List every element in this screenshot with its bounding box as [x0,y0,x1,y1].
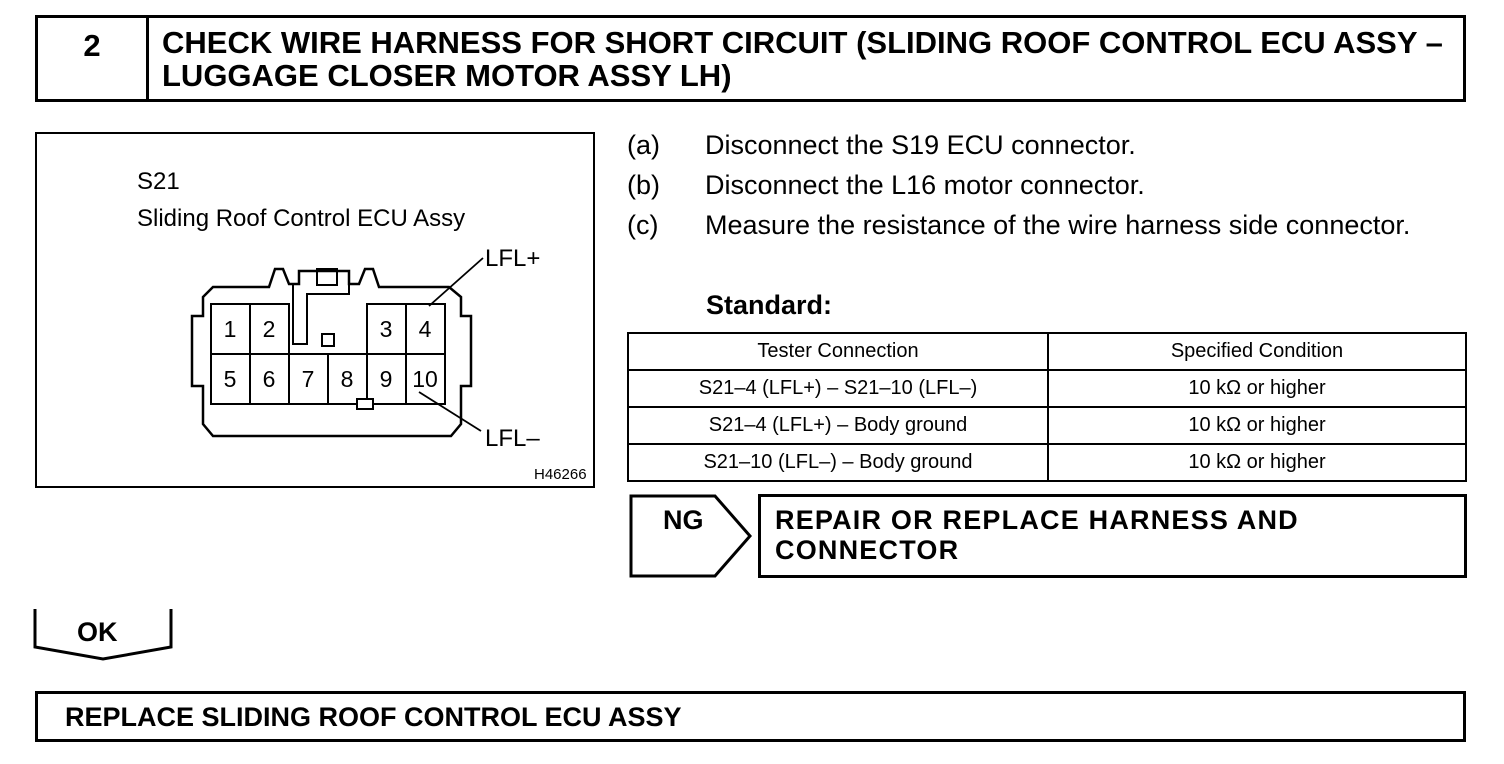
step-number: 2 [38,18,149,99]
step-text: Disconnect the L16 motor connector. [705,170,1145,200]
label-lfl-minus: LFL– [485,425,540,452]
pin-2: 2 [262,316,276,342]
step-header [35,15,1466,102]
table-row [628,407,1466,444]
ng-action-box [758,494,1467,578]
pin-9: 9 [379,366,393,392]
pin-5: 5 [223,366,237,392]
pin-7: 7 [301,366,315,392]
final-action-box [35,691,1466,742]
table-header-row [628,333,1466,370]
leader-line-plus [429,258,483,306]
step-text: Disconnect the S19 ECU connector. [705,130,1136,160]
table-cell: 10 kΩ or higher [1048,407,1466,444]
step-letter: (c) [627,210,659,240]
table-row [628,444,1466,481]
pin-3: 3 [379,316,393,342]
table-header: Tester Connection [628,333,1048,370]
pin-4: 4 [418,316,432,342]
table-cell: S21–10 (LFL–) – Body ground [628,444,1048,481]
pin-8: 8 [340,366,354,392]
pin-1: 1 [223,316,237,342]
step-title: CHECK WIRE HARNESS FOR SHORT CIRCUIT (SLIDING ROOF CONTROL ECU ASSY – LUGGAGE CLOSER MOTOR ASSY LH) [162,25,1443,93]
final-action-text: REPLACE SLIDING ROOF CONTROL ECU ASSY [65,702,682,732]
table-cell: S21–4 (LFL+) – Body ground [628,407,1048,444]
step-text: Measure the resistance of the wire harness side connector. [705,210,1411,240]
table-cell: S21–4 (LFL+) – S21–10 (LFL–) [628,370,1048,407]
table-cell: 10 kΩ or higher [1048,444,1466,481]
step-a [627,125,1477,165]
connector-diagram [35,132,595,488]
table-header: Specified Condition [1048,333,1466,370]
connector-id: S21 [137,168,180,195]
pin-6: 6 [262,366,276,392]
pin-grid [211,284,445,409]
figure-id: H46266 [534,466,587,483]
step-letter: (b) [627,170,660,200]
spec-table [627,332,1467,482]
step-b [627,165,1477,205]
leader-line-minus [419,392,481,431]
connector-drawing [37,134,597,490]
ok-label: OK [77,617,118,647]
step-c [627,205,1477,285]
ng-action-text: REPAIR OR REPLACE HARNESS AND CONNECTOR [775,505,1299,565]
table-cell: 10 kΩ or higher [1048,370,1466,407]
standard-label: Standard: [706,290,833,320]
ng-label: NG [663,505,704,535]
pin-10: 10 [412,366,438,392]
label-lfl-plus: LFL+ [485,245,541,272]
step-letter: (a) [627,130,660,160]
table-row [628,370,1466,407]
connector-name: Sliding Roof Control ECU Assy [137,205,466,232]
